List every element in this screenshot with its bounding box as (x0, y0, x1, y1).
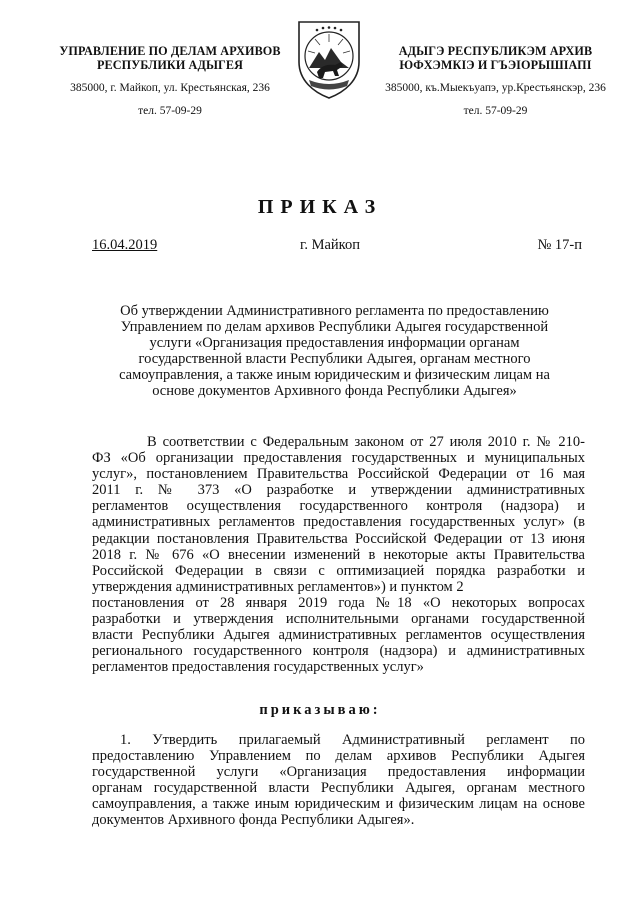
header-left-block (50, 44, 290, 117)
item-line: 1. Утвердить прилагаемый Административный регламент по (120, 732, 585, 748)
org-address-adyghe: 385000, къ.Мыекъуапэ, ур.Крестьянскэр, 236 (385, 82, 606, 94)
preamble-line: регламентов предоставления государственных услуг» (92, 659, 424, 676)
org-name-line-2: РЕСПУБЛИКИ АДЫГЕЯ (96, 58, 243, 72)
order-subject (92, 303, 577, 399)
preamble-line: постановления от 28 января 2019 года №18 «О некоторых вопросах (92, 594, 585, 611)
subject-line: Об утверждении Административного регламента по предоставлению (120, 303, 549, 319)
order-directive-word: приказываю: (259, 702, 381, 718)
item-line: документов Архивного фонда Республики Адыгея». (92, 812, 415, 829)
order-city: г. Майкоп (300, 237, 360, 253)
preamble-line: административных регламентов предоставления государственных услуг» (в (92, 514, 585, 531)
org-name-adyghe (368, 44, 623, 72)
preamble-line: разработки и утверждения исполнительными органами государственной (92, 611, 585, 628)
preamble-line: 2018 г. № 676 «О внесении изменений в некоторые акты Правительства (92, 546, 585, 563)
subject-line: самоуправления, а также иным юридическим и физическим лицам на (119, 367, 550, 383)
org-name-line-1: АДЫГЭ РЕСПУБЛИКЭМ АРХИВ (398, 44, 593, 58)
document-title: ПРИКАЗ (257, 196, 383, 218)
preamble-line: услуг», постановлением Правительства Российской Федерации от 16 мая (92, 466, 585, 483)
order-item-1 (92, 732, 585, 829)
subject-line: государственной власти Республики Адыгея, органам местного (138, 351, 531, 367)
preamble-line: ФЗ «Об организации предоставления государственных и муниципальных (92, 450, 585, 467)
order-date: 16.04.2019 (92, 237, 158, 253)
item-line: самоуправления, а также иным юридическим и физическим лицам на основе (92, 796, 585, 813)
preamble-line: Российской Федерации в связи с оптимизацией порядка разработки и (92, 562, 585, 579)
preamble-paragraph (92, 434, 585, 675)
org-name-russian (50, 44, 290, 72)
subject-line: основе документов Архивного фонда Республики Адыгея» (152, 383, 517, 399)
org-phone-russian: тел. 57-09-29 (138, 105, 202, 117)
preamble-line: власти Республики Адыгея административных регламентов осуществления (92, 627, 585, 644)
org-name-line-2: ЮФХЭМКIЭ И ГЪЭIОРЫШIАПI (399, 58, 592, 72)
preamble-line: редакции постановления Правительства Российской Федерации от 13 июня (92, 530, 585, 547)
item-line: государственной услуги «Организация предоставления информации (92, 764, 585, 781)
subject-line: Управлением по делам архивов Республики Адыгея государственной (120, 319, 549, 335)
coat-of-arms-icon (295, 18, 363, 100)
header-right-block (368, 44, 623, 117)
preamble-line: В соответствии с Федеральным законом от 27 июля 2010 г. № 210- (147, 434, 585, 450)
org-name-line-1: УПРАВЛЕНИЕ ПО ДЕЛАМ АРХИВОВ (59, 44, 281, 58)
preamble-line: утверждения административных регламентов») и пунктом 2 (92, 578, 464, 595)
preamble-line: регламентов осуществления государственного контроля (надзора) и (92, 498, 585, 515)
item-line: органам государственной власти Республики Адыгея, органам местного (92, 780, 585, 797)
item-line: предоставлению Управлением по делам архивов Республики Адыгея (92, 748, 585, 765)
org-phone-adyghe: тел. 57-09-29 (463, 105, 528, 117)
order-number: № 17-п (537, 237, 582, 253)
preamble-line: 2011 г. № 373 «О разработке и утверждении административных (92, 482, 585, 499)
subject-line: услуги «Организация предоставления информации органам (149, 335, 520, 351)
preamble-line: регионального государственного контроля (надзора) и административных (92, 643, 585, 660)
org-address-russian: 385000, г. Майкоп, ул. Крестьянская, 236 (70, 82, 270, 94)
